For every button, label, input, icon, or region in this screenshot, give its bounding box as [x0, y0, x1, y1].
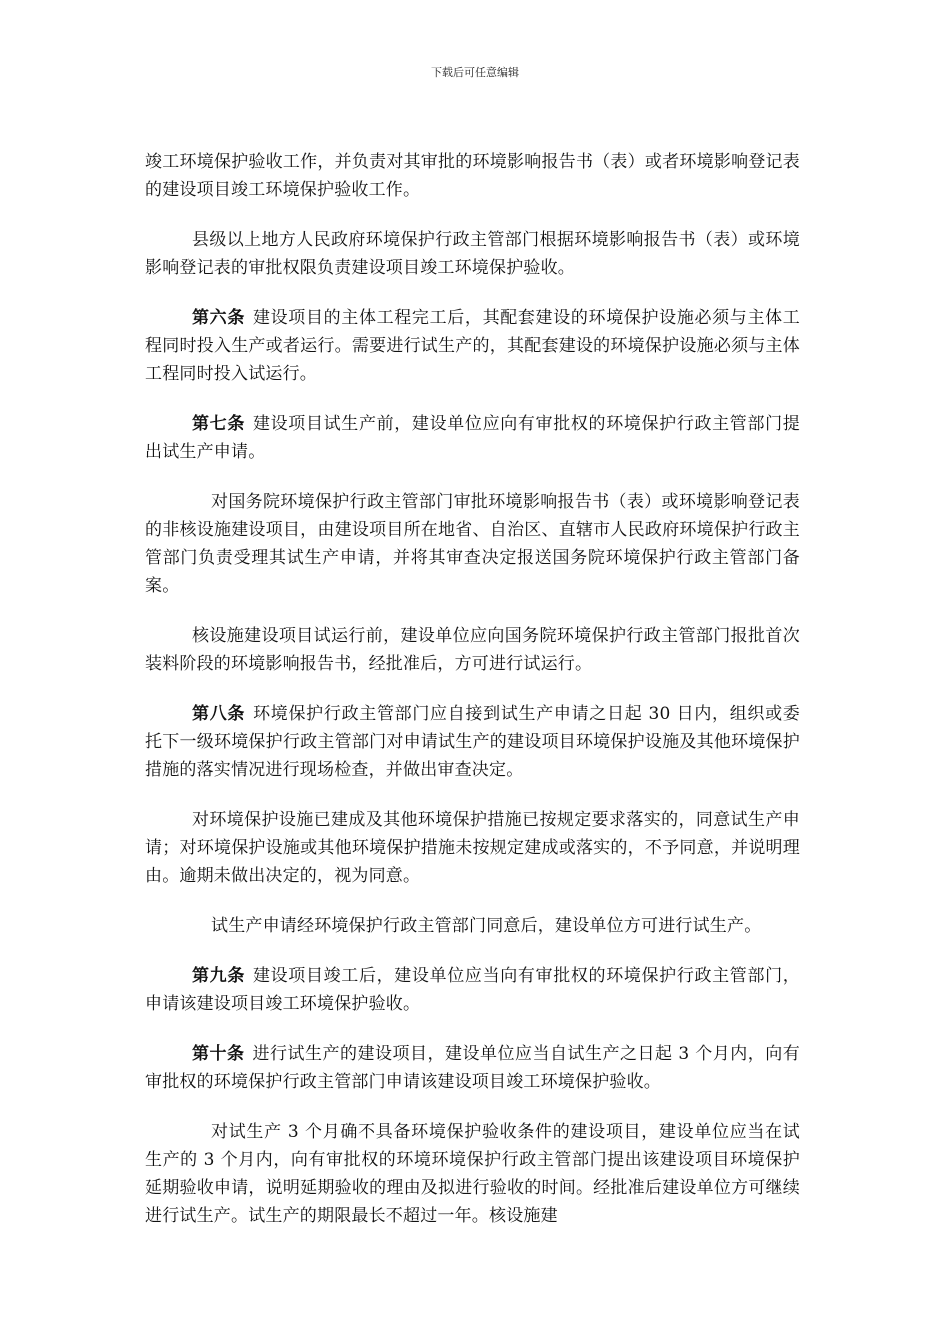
paragraph-1	[145, 148, 800, 204]
paragraph-9	[145, 912, 800, 940]
paragraph-text: 建设项目试生产前，建设单位应向有审批权的环境保护行政主管部门提出试生产申请。	[145, 414, 800, 462]
paragraph-6	[145, 622, 800, 678]
paragraph-text: 建设项目的主体工程完工后，其配套建设的环境保护设施必须与主体工程同时投入生产或者运行。需要进行试生产的，其配套建设的环境保护设施必须与主体工程同时投入试运行。	[145, 308, 800, 384]
paragraph-text: 环境保护行政主管部门应自接到试生产申请之日起 30 日内，组织或委托下一级环境保护行政主管部门对申请试生产的建设项目环境保护设施及其他环境保护措施的落实情况进行现场检查，并做出审查决定。	[145, 704, 800, 780]
article-9	[145, 962, 800, 1018]
article-number: 第七条	[192, 414, 245, 434]
paragraph-text: 县级以上地方人民政府环境保护行政主管部门根据环境影响报告书（表）或环境影响登记表的审批权限负责建设项目竣工环境保护验收。	[145, 230, 800, 278]
article-8	[145, 700, 800, 784]
article-number: 第九条	[192, 966, 245, 986]
paragraph-12	[145, 1118, 800, 1230]
paragraph-text: 建设项目竣工后，建设单位应当向有审批权的环境保护行政主管部门，申请该建设项目竣工环境保护验收。	[145, 966, 800, 1014]
article-number: 第六条	[192, 308, 245, 328]
article-6	[145, 304, 800, 388]
article-number: 第十条	[192, 1044, 245, 1064]
paragraph-text: 试生产申请经环境保护行政主管部门同意后，建设单位方可进行试生产。	[211, 916, 762, 936]
paragraph-2	[145, 226, 800, 282]
article-10	[145, 1040, 800, 1096]
paragraph-text: 进行试生产的建设项目，建设单位应当自试生产之日起 3 个月内，向有审批权的环境保护行政主管部门申请该建设项目竣工环境保护验收。	[145, 1044, 800, 1092]
article-number: 第八条	[192, 704, 246, 724]
paragraph-text: 竣工环境保护验收工作，并负责对其审批的环境影响报告书（表）或者环境影响登记表的建设项目竣工环境保护验收工作。	[145, 152, 800, 200]
paragraph-text: 对国务院环境保护行政主管部门审批环境影响报告书（表）或环境影响登记表的非核设施建设项目，由建设项目所在地省、自治区、直辖市人民政府环境保护行政主管部门负责受理其试生产申请，并将其审查决定报送国务院环境保护行政主管部门备案。	[145, 492, 800, 596]
paragraph-text: 对试生产 3 个月确不具备环境保护验收条件的建设项目，建设单位应当在试生产的 3 个月内，向有审批权的环境环境保护行政主管部门提出该建设项目环境保护延期验收申请，说明延期验收的理由及拟进行验收的时间。经批准后建设单位方可继续进行试生产。试生产的期限最长不超过一年。核设施建	[145, 1122, 800, 1226]
article-7	[145, 410, 800, 466]
document-body	[145, 148, 800, 1252]
paragraph-text: 对环境保护设施已建成及其他环境保护措施已按规定要求落实的，同意试生产申请；对环境保护设施或其他环境保护措施未按规定建成或落实的，不予同意，并说明理由。逾期未做出决定的，视为同意。	[145, 810, 800, 886]
paragraph-8	[145, 806, 800, 890]
paragraph-text: 核设施建设项目试运行前，建设单位应向国务院环境保护行政主管部门报批首次装料阶段的环境影响报告书，经批准后，方可进行试运行。	[145, 626, 800, 674]
paragraph-5	[145, 488, 800, 600]
page-header: 下载后可任意编辑	[431, 66, 519, 79]
